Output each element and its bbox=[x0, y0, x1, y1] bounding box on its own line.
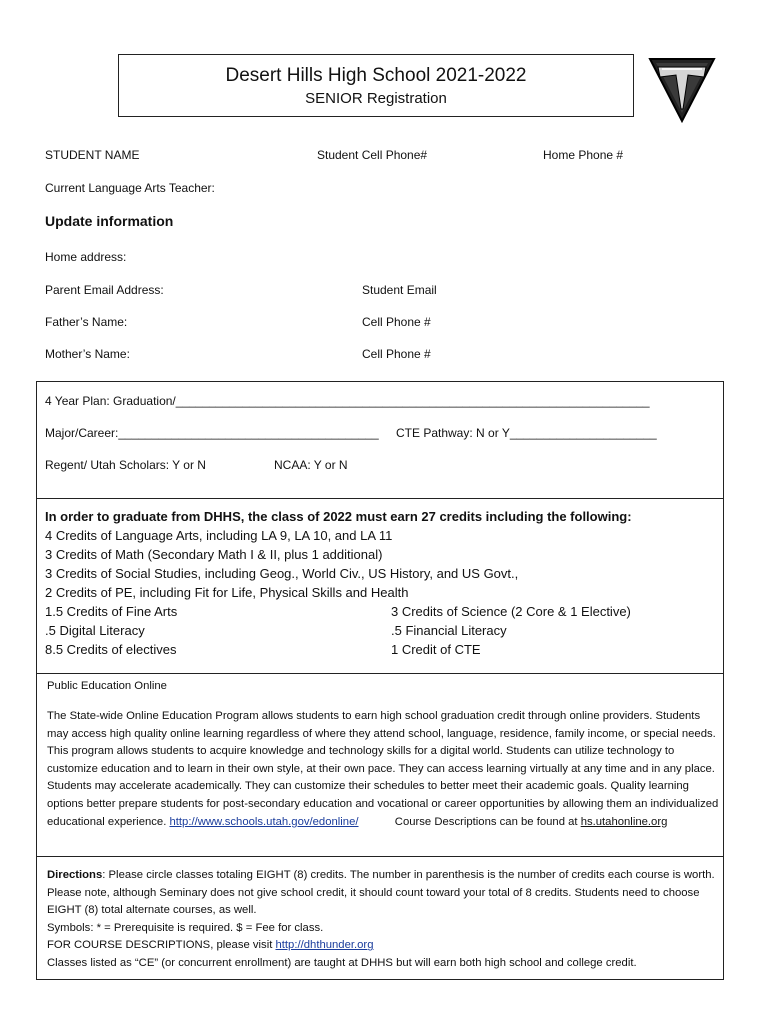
directions-label: Directions bbox=[47, 869, 103, 881]
update-heading: Update information bbox=[45, 213, 174, 229]
credits-box bbox=[36, 498, 724, 674]
page-subtitle: SENIOR Registration bbox=[305, 90, 447, 107]
credit-line: 1 Credit of CTE bbox=[391, 642, 481, 657]
student-name-label: STUDENT NAME bbox=[45, 148, 140, 162]
directions-box bbox=[36, 856, 724, 980]
directions-text: : Please circle classes totaling EIGHT (8) credits. The number in parenthesis is the number of credits each course is worth. Please note, although Seminary does not give school credit, it should count toward your total of 8 credits. Students need to choose EIGHT (8) total alternate courses, as well. bbox=[47, 869, 715, 917]
credit-line: .5 Digital Literacy bbox=[45, 623, 145, 638]
credit-line: 8.5 Credits of electives bbox=[45, 642, 177, 657]
student-email-label: Student Email bbox=[362, 283, 437, 297]
utahonline-link[interactable]: hs.utahonline.org bbox=[580, 815, 668, 828]
page-title: Desert Hills High School 2021-2022 bbox=[225, 65, 527, 86]
credit-line: 2 Credits of PE, including Fit for Life, Physical Skills and Health bbox=[45, 585, 409, 600]
credits-left-column bbox=[45, 602, 177, 659]
parent-email-label: Parent Email Address: bbox=[45, 283, 164, 297]
mother-cell-label: Cell Phone # bbox=[362, 347, 431, 361]
symbols-line: Symbols: * = Prerequisite is required. $ = Fee for class. bbox=[47, 921, 324, 934]
credits-right-column bbox=[391, 602, 631, 659]
title-box bbox=[118, 54, 634, 117]
student-cell-label: Student Cell Phone# bbox=[317, 148, 428, 162]
father-name-label: Father’s Name: bbox=[45, 315, 128, 329]
course-desc-visit-line bbox=[47, 937, 719, 955]
edonline-link[interactable]: http://www.schools.utah.gov/edonline/ bbox=[169, 815, 359, 828]
online-education-box bbox=[36, 673, 724, 857]
home-phone-label: Home Phone # bbox=[543, 148, 624, 162]
thunder-t-shield-logo-icon bbox=[648, 55, 716, 123]
teacher-label: Current Language Arts Teacher: bbox=[45, 181, 215, 195]
graduation-plan-line: 4 Year Plan: Graduation/_______________________________________________________________________ bbox=[45, 394, 650, 408]
major-career-line: Major/Career:_______________________________________ bbox=[45, 426, 379, 440]
online-paragraph bbox=[47, 708, 719, 831]
credit-line: 3 Credits of Social Studies, including Geog., World Civ., US History, and US Govt., bbox=[45, 566, 519, 581]
plan-box bbox=[36, 381, 724, 499]
cte-pathway-line: CTE Pathway: N or Y______________________ bbox=[396, 426, 657, 440]
directions-paragraph bbox=[47, 867, 719, 973]
credits-lines bbox=[45, 526, 715, 602]
dhthunder-link[interactable]: http://dhthunder.org bbox=[275, 939, 374, 952]
credit-line: .5 Financial Literacy bbox=[391, 623, 507, 638]
credit-line: 4 Credits of Language Arts, including LA 9, LA 10, and LA 11 bbox=[45, 528, 393, 543]
online-heading: Public Education Online bbox=[47, 680, 167, 692]
credit-line: 1.5 Credits of Fine Arts bbox=[45, 604, 178, 619]
mother-name-label: Mother’s Name: bbox=[45, 347, 130, 361]
credit-line: 3 Credits of Science (2 Core & 1 Elective) bbox=[391, 604, 631, 619]
regent-scholars-line: Regent/ Utah Scholars: Y or N bbox=[45, 458, 206, 472]
credits-heading: In order to graduate from DHHS, the class of 2022 must earn 27 credits including the following: bbox=[45, 509, 632, 524]
ncaa-line: NCAA: Y or N bbox=[274, 458, 348, 472]
home-address-label: Home address: bbox=[45, 250, 127, 264]
visit-text: FOR COURSE DESCRIPTIONS, please visit bbox=[47, 939, 273, 952]
online-body: The State-wide Online Education Program allows students to earn high school graduation credit through online providers. Students may access high quality online learning regardless of where they attend school, language, residence, family income, or special needs. This program allows students to acquire knowledge and technology skills for a digital world. Students can utilize technology to customize education and to learn in their own style, at their own pace. They can access learning virtually at any time and in any place. Students may accelerate academically. They can customize their schedules to better meet their academic goals. Quality learning options better prepare students for post-secondary education and vocational or career opportunities by allowing them an individualized educational experience. bbox=[47, 710, 719, 828]
ce-note: Classes listed as “CE” (or concurrent enrollment) are taught at DHHS but will earn both high school and college credit. bbox=[47, 956, 637, 969]
course-desc-text: Course Descriptions can be found at bbox=[394, 815, 578, 828]
credit-line: 3 Credits of Math (Secondary Math I & II, plus 1 additional) bbox=[45, 547, 383, 562]
father-cell-label: Cell Phone # bbox=[362, 315, 431, 329]
